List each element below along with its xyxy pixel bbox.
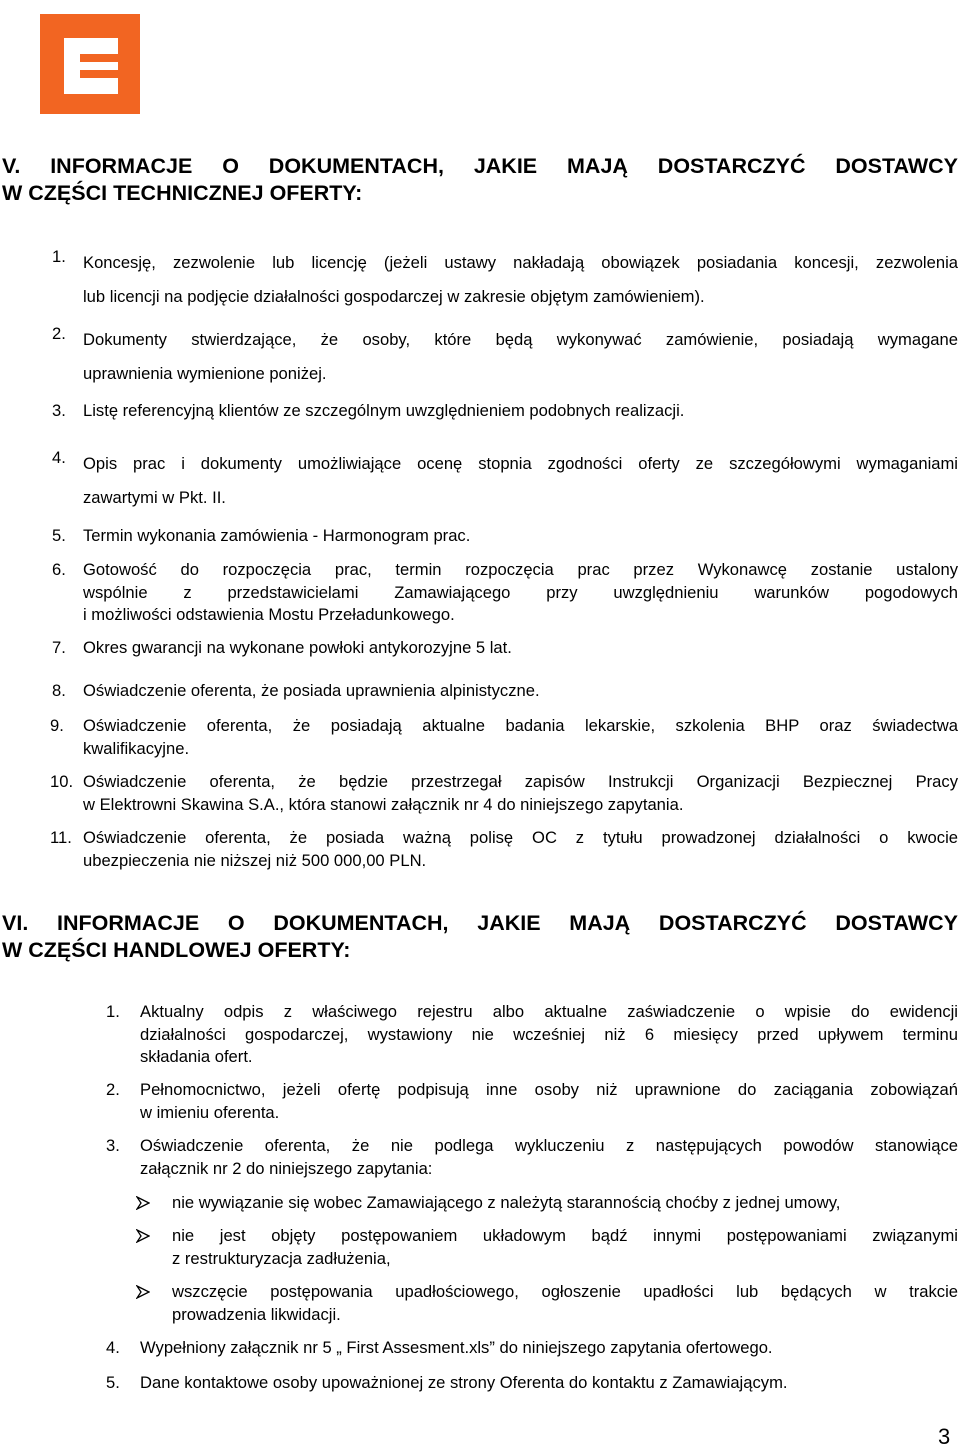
item-text-line: Opis prac i dokumenty umożliwiające ocenę stopnia zgodności oferty ze szczegółowymi wymaganiami <box>83 454 958 473</box>
bullet-text-line: wszczęcie postępowania upadłościowego, ogłoszenie upadłości lub będących w trakcie <box>172 1282 958 1301</box>
item-number: 5. <box>106 1373 120 1392</box>
item-text-line: Gotowość do rozpoczęcia prac, termin rozpoczęcia prac przez Wykonawcę zostanie ustalony <box>83 560 958 579</box>
item-text-line: Koncesję, zezwolenie lub licencję (jeżeli ustawy nakładają obowiązek posiadania koncesji, zezwolenia <box>83 253 958 272</box>
item-text-line: Dane kontaktowe osoby upoważnionej ze strony Oferenta do kontaktu z Zamawiającym. <box>140 1373 788 1392</box>
section-v-title-line1: V. INFORMACJE O DOKUMENTACH, JAKIE MAJĄ DOSTARCZYĆ DOSTAWCY <box>2 154 958 178</box>
item-text-line: Aktualny odpis z właściwego rejestru albo aktualne zaświadczenie o wpisie do ewidencji <box>140 1002 958 1021</box>
page-number: 3 <box>938 1424 951 1449</box>
item-text-line: składania ofert. <box>140 1047 253 1066</box>
item-text-line: działalności gospodarczej, wystawiony nie wcześniej niż 6 miesięcy przed upływem terminu <box>140 1024 958 1044</box>
item-text-line: i możliwości odstawienia Mostu Przeładunkowego. <box>83 605 455 624</box>
item-number: 3. <box>106 1136 120 1155</box>
item-number: 10. <box>50 772 74 791</box>
item-text-line: kwalifikacyjne. <box>83 738 190 758</box>
item-text-line: w Elektrowni Skawina S.A., która stanowi załącznik nr 4 do niniejszego zapytania. <box>83 794 684 814</box>
item-number: 11. <box>50 828 72 847</box>
cez-logo-icon <box>40 14 140 114</box>
item-number: 7. <box>52 638 66 657</box>
item-text-line: Wypełniony załącznik nr 5 „ First Assesment.xls” do niniejszego zapytania ofertowego. <box>140 1338 773 1357</box>
item-text-line: Oświadczenie oferenta, że posiada ważną polisę OC z tytułu prowadzonej działalności o kwocie <box>83 828 958 847</box>
item-text-line: zawartymi w Pkt. II. <box>83 488 226 507</box>
item-text-line: Pełnomocnictwo, jeżeli ofertę podpisują inne osoby niż uprawnione do zaciągania zobowiązań <box>140 1080 958 1099</box>
item-text-line: wspólnie z przedstawicielami Zamawiającego przy uwzględnieniu warunków pogodowych <box>83 582 958 602</box>
section-v-heading <box>2 153 958 207</box>
item-text-line: Oświadczenie oferenta, że posiada uprawnienia alpinistyczne. <box>83 681 540 700</box>
section-vi-title-line2: W CZĘŚCI HANDLOWEJ OFERTY: <box>2 938 351 962</box>
item-text-line: Okres gwarancji na wykonane powłoki antykorozyjne 5 lat. <box>83 638 512 657</box>
item-number: 4. <box>106 1338 120 1357</box>
arrow-bullet-icon <box>136 1229 150 1243</box>
item-text-line: w imieniu oferenta. <box>140 1102 280 1122</box>
item-number: 9. <box>50 716 64 735</box>
item-number: 4. <box>52 448 66 467</box>
section-vi-title-line1: VI. INFORMACJE O DOKUMENTACH, JAKIE MAJĄ DOSTARCZYĆ DOSTAWCY <box>2 911 958 935</box>
arrow-bullet-icon <box>136 1196 150 1210</box>
bullet-text-line: z restrukturyzacja zadłużenia, <box>172 1248 391 1268</box>
item-text-line: uprawnienia wymienione poniżej. <box>83 364 327 383</box>
section-v-title-line2: W CZĘŚCI TECHNICZNEJ OFERTY: <box>2 181 363 205</box>
item-number: 2. <box>106 1080 120 1099</box>
arrow-bullet-icon <box>136 1285 150 1299</box>
item-text-line: Oświadczenie oferenta, że posiadają aktualne badania lekarskie, szkolenia BHP oraz świadectwa <box>83 716 958 735</box>
item-number: 5. <box>52 526 66 545</box>
bullet-text-line: nie wywiązanie się wobec Zamawiającego z należytą starannością choćby z jednej umowy, <box>172 1193 841 1212</box>
item-number: 6. <box>52 560 66 579</box>
item-text-line: Dokumenty stwierdzające, że osoby, które będą wykonywać zamówienie, posiadają wymagane <box>83 330 958 349</box>
item-number: 1. <box>52 247 66 266</box>
item-text-line: załącznik nr 2 do niniejszego zapytania: <box>140 1158 433 1178</box>
item-number: 3. <box>52 401 66 420</box>
item-text-line: Oświadczenie oferenta, że nie podlega wykluczeniu z następujących powodów stanowiące <box>140 1136 958 1155</box>
item-text-line: lub licencji na podjęcie działalności gospodarczej w zakresie objętym zamówieniem). <box>83 287 705 306</box>
item-number: 2. <box>52 324 66 343</box>
bullet-text-line: nie jest objęty postępowaniem układowym bądź innymi postępowaniami związanymi <box>172 1226 958 1245</box>
bullet-text-line: prowadzenia likwidacji. <box>172 1304 341 1324</box>
item-text-line: ubezpieczenia nie niższej niż 500 000,00 PLN. <box>83 850 427 870</box>
item-text-line: Oświadczenie oferenta, że będzie przestrzegał zapisów Instrukcji Organizacji Bezpiecznej Pracy <box>83 772 958 791</box>
item-text-line: Listę referencyjną klientów ze szczególnym uwzględnieniem podobnych realizacji. <box>83 401 685 420</box>
item-text-line: Termin wykonania zamówienia - Harmonogram prac. <box>83 526 471 545</box>
item-number: 8. <box>52 681 66 700</box>
item-number: 1. <box>106 1002 120 1021</box>
section-vi-heading <box>2 910 958 964</box>
